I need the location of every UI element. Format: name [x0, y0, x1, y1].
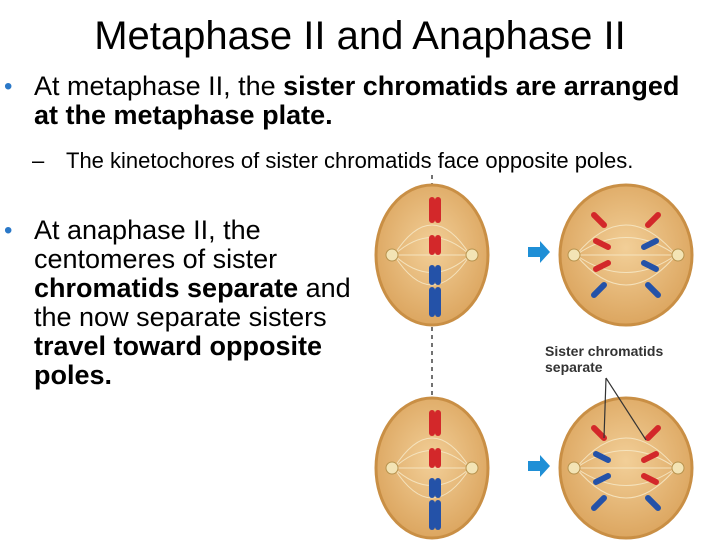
bullet-anaphase-text-1: At anaphase II, the centomeres of sister — [34, 215, 278, 274]
cell-anaphase-top — [560, 185, 692, 325]
bullet-anaphase-text-4: travel toward opposite poles. — [34, 331, 323, 390]
chromosome-blue — [429, 500, 441, 530]
cell-metaphase-top — [376, 185, 488, 325]
arrow-right-icon — [528, 241, 550, 263]
chromosome-red — [429, 197, 441, 223]
sub-bullet-dash: – — [32, 148, 45, 173]
chromosome-blue — [429, 478, 441, 498]
bullet-anaphase-text-3: and the now separate sisters — [34, 273, 351, 332]
bullet-anaphase-text-2: chromatids separate — [34, 273, 299, 303]
cell-anaphase-bottom — [560, 378, 692, 538]
bullet-dot-icon: • — [4, 73, 13, 100]
arrow-right-icon — [528, 455, 550, 477]
callout-line-1: Sister chromatids — [545, 343, 664, 359]
callout-line-2: separate — [545, 359, 603, 375]
chromosome-red — [429, 410, 441, 436]
chromosome-blue — [429, 287, 441, 317]
chromosome-red — [429, 448, 441, 468]
chromosome-red — [429, 235, 441, 255]
sub-bullet-text: The kinetochores of sister chromatids face opposite poles. — [66, 148, 634, 173]
bullet-metaphase-text-1: At metaphase II, the — [34, 71, 284, 101]
chromosome-blue — [429, 265, 441, 285]
callout-sister-chromatids — [545, 343, 705, 375]
bullet-metaphase-text-2: sister chromatids are arranged at the metaphase plate. — [34, 71, 680, 130]
slide-title: Metaphase II and Anaphase II — [94, 14, 626, 58]
bullet-dot-icon: • — [4, 217, 13, 244]
cell-metaphase-bottom — [376, 398, 488, 538]
